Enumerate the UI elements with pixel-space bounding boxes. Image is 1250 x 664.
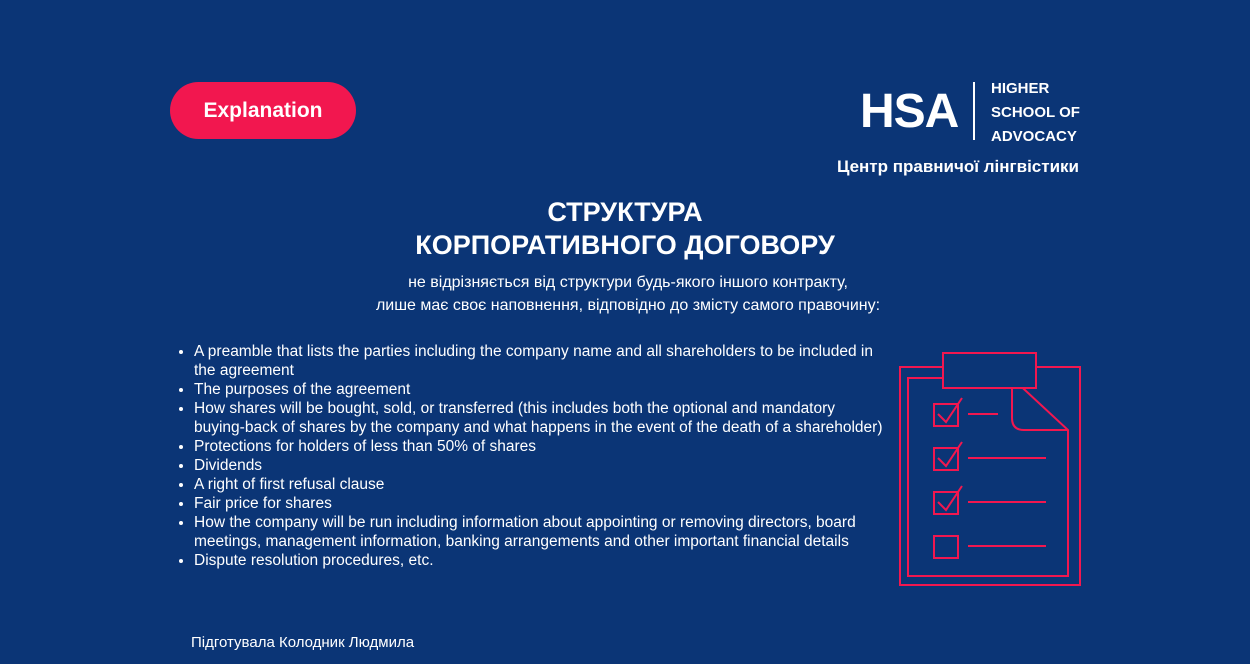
subtitle-line: лише має своє наповнення, відповідно до змісту самого правочину:	[375, 297, 881, 314]
logo-line: HIGHER	[991, 80, 1050, 97]
list-item: • The purposes of the agreement	[194, 380, 884, 399]
list-item: • A right of first refusal clause	[194, 475, 884, 494]
title-line: СТРУКТУРА	[547, 197, 703, 227]
logo-name	[991, 77, 1080, 149]
logo-line: SCHOOL OF	[991, 104, 1080, 121]
page-title	[0, 196, 1250, 262]
list-item: • How shares will be bought, sold, or transferred (this includes both the optional and mandatory buying-back of shares by the company and what happens in the event of the death of a shareholder)	[194, 399, 884, 437]
subtitle	[0, 271, 1250, 317]
title-line: КОРПОРАТИВНОГО ДОГОВОРУ	[415, 230, 835, 260]
explanation-badge: Explanation	[170, 82, 356, 139]
list-item: • A preamble that lists the parties including the company name and all shareholders to be included in the agreement	[194, 342, 884, 380]
subtitle-line: не відрізняється від структури будь-якого іншого контракту,	[408, 274, 848, 291]
logo-abbreviation: HSA	[860, 85, 959, 138]
center-label: Центр правничої лінгвістики	[836, 157, 1079, 176]
logo-divider	[973, 82, 975, 140]
author-credit: Підготувала Колодник Людмила	[191, 634, 415, 651]
clipboard-checklist-icon	[896, 348, 1086, 590]
list-item: • Dispute resolution procedures, etc.	[194, 551, 884, 570]
logo-line: ADVOCACY	[991, 128, 1077, 145]
list-item: • Dividends	[194, 456, 884, 475]
list-item: • How the company will be run including information about appointing or removing directors, board meetings, management information, banking arrangements and other important financial details	[194, 513, 884, 551]
list-item: • Protections for holders of less than 50% of shares	[194, 437, 884, 456]
structure-list	[174, 342, 884, 570]
list-item: • Fair price for shares	[194, 494, 884, 513]
hsa-logo	[860, 76, 1090, 146]
